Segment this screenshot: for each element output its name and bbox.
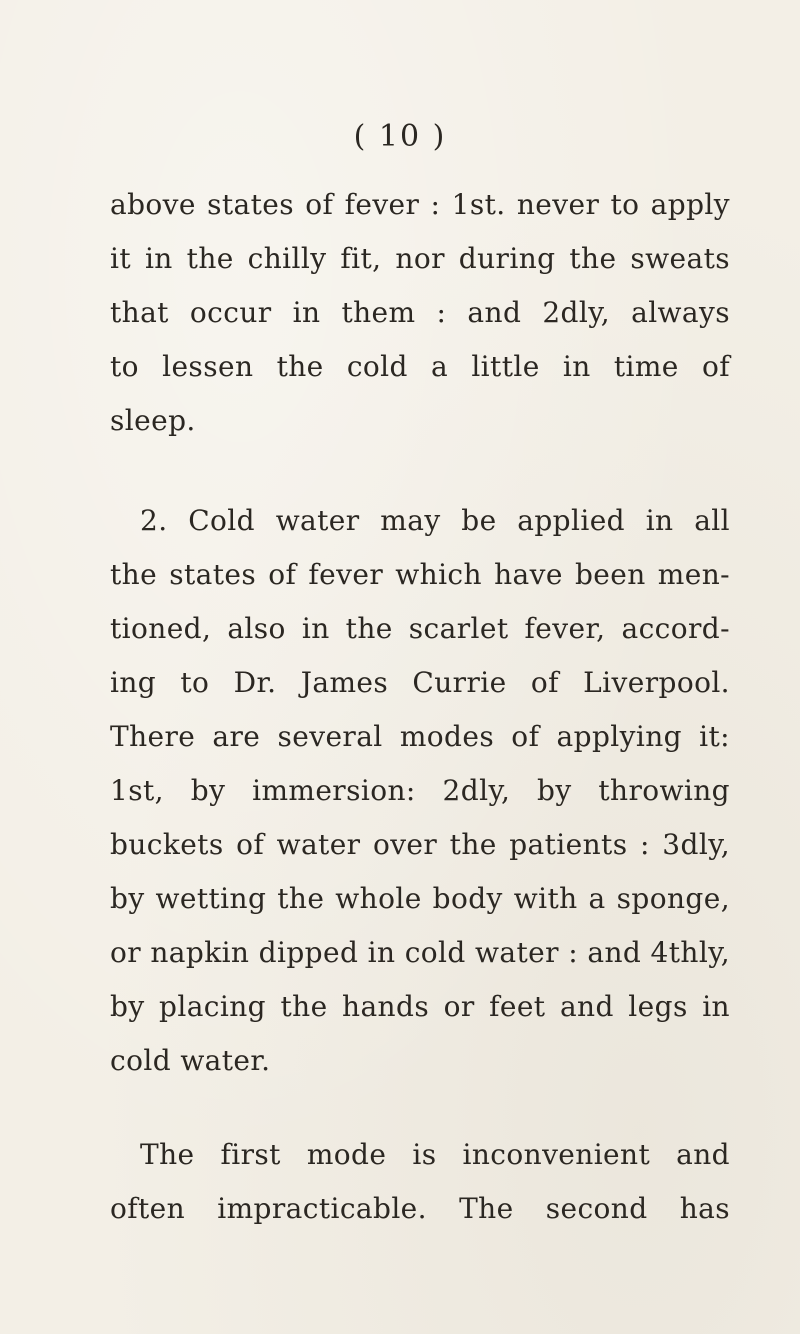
text-line: often impracticable. The second has	[110, 1192, 730, 1225]
paragraph-3	[110, 1128, 730, 1236]
text-line: that occur in them : and 2dly, always	[110, 296, 730, 329]
body-text	[110, 178, 730, 1236]
text-line: sleep.	[110, 404, 196, 437]
text-line: it in the chilly fit, nor during the sweats	[110, 242, 730, 275]
text-line: 2. Cold water may be applied in all	[140, 504, 730, 537]
text-line: cold water.	[110, 1044, 271, 1077]
text-line: ing to Dr. James Currie of Liverpool.	[110, 666, 730, 699]
text-line: above states of fever : 1st. never to apply	[110, 188, 730, 221]
page-number: ( 10 )	[353, 119, 447, 154]
text-line: or napkin dipped in cold water : and 4thly,	[110, 936, 730, 969]
paragraph-2	[110, 494, 730, 1088]
paragraph-spacer	[110, 1088, 730, 1128]
paragraph-1	[110, 178, 730, 448]
paragraph-spacer	[110, 448, 730, 494]
text-line: to lessen the cold a little in time of	[110, 350, 730, 383]
text-line: by wetting the whole body with a sponge,	[110, 882, 730, 915]
text-line: There are several modes of applying it:	[110, 720, 730, 753]
text-line: The first mode is inconvenient and	[140, 1138, 730, 1171]
text-line: 1st, by immersion: 2dly, by throwing	[110, 774, 730, 807]
text-line: the states of fever which have been men-	[110, 558, 730, 591]
text-line: tioned, also in the scarlet fever, accord-	[110, 612, 730, 645]
text-line: by placing the hands or feet and legs in	[110, 990, 730, 1023]
text-line: buckets of water over the patients : 3dly,	[110, 828, 730, 861]
